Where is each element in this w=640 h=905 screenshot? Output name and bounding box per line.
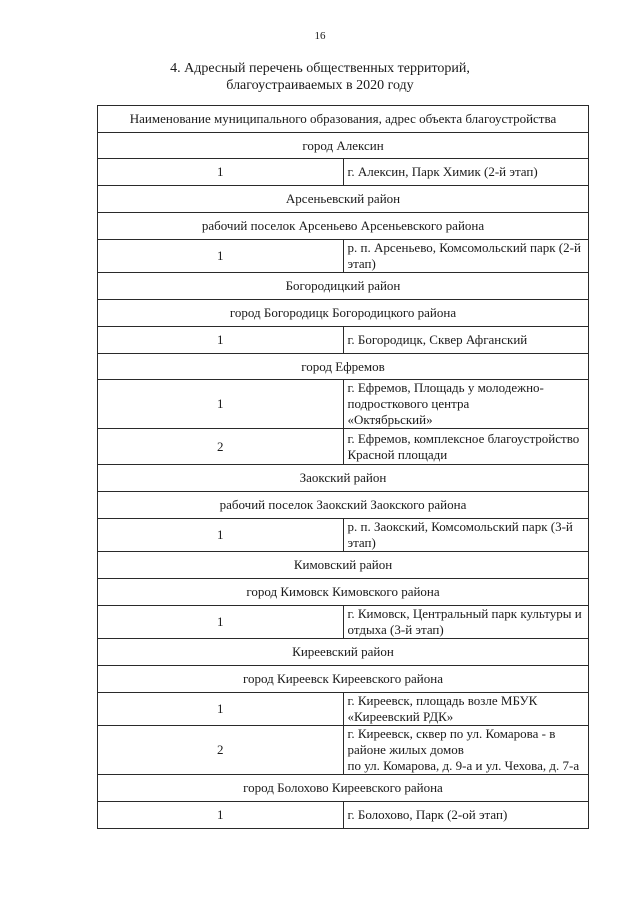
section-cell: Богородицкий район [98, 273, 589, 300]
address-cell: г. Болохово, Парк (2-ой этап) [343, 802, 589, 829]
section-row [98, 492, 589, 519]
address-cell: г. Богородицк, Сквер Афганский [343, 327, 589, 354]
section-cell: город Богородицк Богородицкого района [98, 300, 589, 327]
row-number: 1 [98, 802, 344, 829]
section-row [98, 133, 589, 159]
page-number: 16 [314, 30, 326, 42]
section-row [98, 666, 589, 693]
section-cell: город Киреевск Киреевского района [98, 666, 589, 693]
table-row [98, 606, 589, 639]
section-row [98, 186, 589, 213]
address-line: г. Киреевск, сквер по ул. Комарова - в районе жилых домов [347, 726, 556, 757]
table-row [98, 519, 589, 552]
section-cell: город Болохово Киреевского района [98, 775, 589, 802]
document-title [0, 60, 640, 94]
section-cell: город Кимовск Кимовского района [98, 579, 589, 606]
section-row [98, 273, 589, 300]
table-row [98, 693, 589, 726]
address-cell [343, 380, 589, 429]
table-row [98, 240, 589, 273]
table-row [98, 380, 589, 429]
table-row [98, 802, 589, 829]
section-row [98, 465, 589, 492]
address-cell: г. Кимовск, Центральный парк культуры и отдыха (3-й этап) [343, 606, 589, 639]
title-line-1: 4. Адресный перечень общественных территорий, [170, 61, 470, 76]
address-cell: г. Ефремов, комплексное благоустройство Красной площади [343, 429, 589, 465]
section-cell: рабочий поселок Заокский Заокского района [98, 492, 589, 519]
section-row [98, 579, 589, 606]
title-line-2: благоустраиваемых в 2020 году [226, 78, 414, 93]
section-cell: Киреевский район [98, 639, 589, 666]
row-number: 1 [98, 327, 344, 354]
address-cell: р. п. Арсеньево, Комсомольский парк (2-й этап) [343, 240, 589, 273]
row-number: 1 [98, 693, 344, 726]
table-row [98, 327, 589, 354]
section-cell: Заокский район [98, 465, 589, 492]
row-number: 1 [98, 240, 344, 273]
section-row [98, 354, 589, 380]
address-cell [343, 726, 589, 775]
table-row [98, 159, 589, 186]
row-number: 2 [98, 429, 344, 465]
section-cell: город Алексин [98, 133, 589, 159]
row-number: 1 [98, 519, 344, 552]
row-number: 1 [98, 159, 344, 186]
row-number: 1 [98, 380, 344, 429]
section-cell: город Ефремов [98, 354, 589, 380]
section-cell: Арсеньевский район [98, 186, 589, 213]
table-header-cell: Наименование муниципального образования, адрес объекта благоустройства [98, 106, 589, 133]
section-row [98, 300, 589, 327]
section-row [98, 213, 589, 240]
address-line: «Октябрьский» [347, 412, 433, 427]
section-cell: рабочий поселок Арсеньево Арсеньевского района [98, 213, 589, 240]
section-row [98, 775, 589, 802]
row-number: 1 [98, 606, 344, 639]
section-row [98, 639, 589, 666]
address-cell: г. Алексин, Парк Химик (2-й этап) [343, 159, 589, 186]
address-cell: р. п. Заокский, Комсомольский парк (3-й этап) [343, 519, 589, 552]
table-header-row [98, 106, 589, 133]
territories-table [97, 105, 589, 829]
row-number: 2 [98, 726, 344, 775]
table-row [98, 726, 589, 775]
address-cell: г. Киреевск, площадь возле МБУК «Киреевский РДК» [343, 693, 589, 726]
address-line: по ул. Комарова, д. 9-а и ул. Чехова, д. 7-а [347, 758, 580, 773]
section-row [98, 552, 589, 579]
address-line: г. Ефремов, Площадь у молодежно-подросткового центра [347, 380, 544, 411]
section-cell: Кимовский район [98, 552, 589, 579]
table-row [98, 429, 589, 465]
